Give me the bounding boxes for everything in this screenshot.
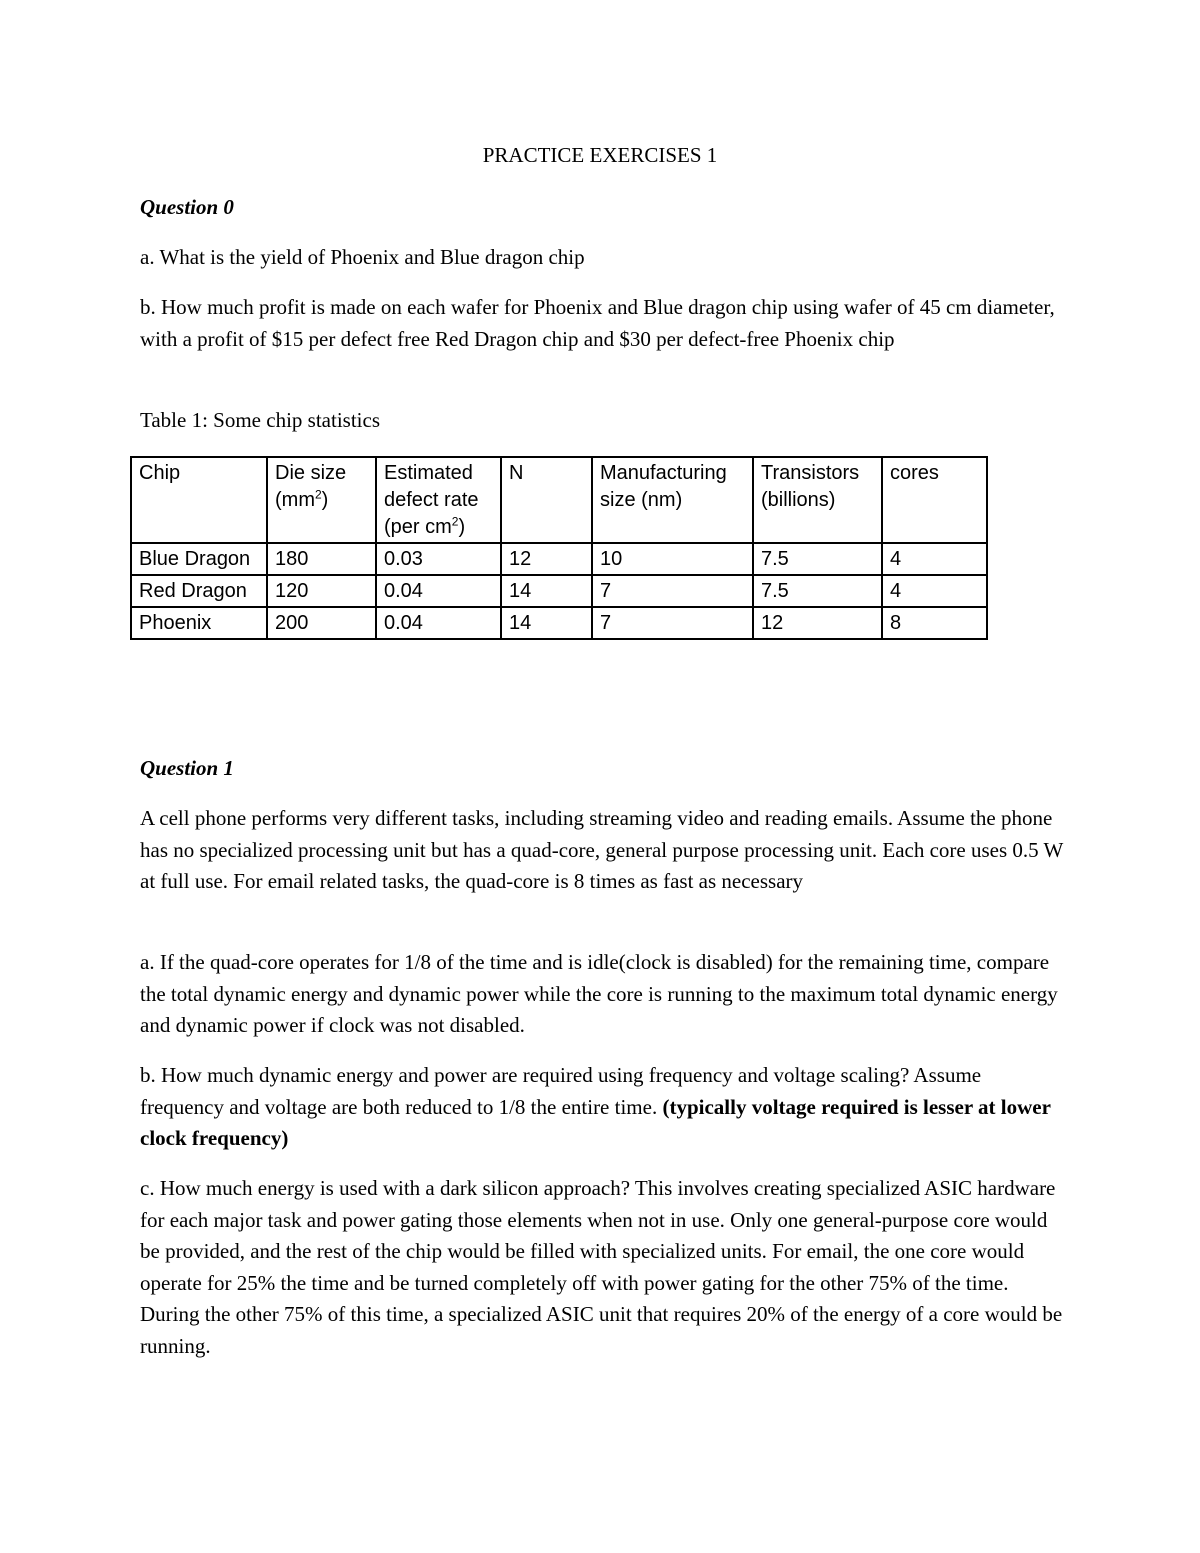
cell-cores: 4	[882, 543, 987, 575]
header-defect-rate: Estimated defect rate (per $cm^2$)	[376, 457, 501, 543]
question-1-intro: A cell phone performs very different tasks, including streaming video and reading emails. Assume the phone has no specialized processing unit but has a quad-core, general purpose processing unit. Each core uses 0.5 W at full use. For email related tasks, the quad-core is 8 times as fast as necessary	[140, 806, 1063, 893]
question-1-part-c: c. How much energy is used with a dark silicon approach? This involves creating specialized ASIC hardware for each major task and power gating those elements when not in use. Only one general-purpose core would be provided, and the rest of the chip would be filled with specialized units. For email, the one core would operate for 25% the time and be turned completely off with power gating for the other 75% of the time. During the other 75% of this time, a specialized ASIC unit that requires 20% of the energy of a core would be running.	[140, 1176, 1063, 1358]
cell-n: 12	[501, 543, 592, 575]
cell-chip: Blue Dragon	[131, 543, 267, 575]
cell-defect-rate: 0.03	[376, 543, 501, 575]
cell-manufacturing-size: 7	[592, 607, 753, 639]
cell-transistors: 12	[753, 607, 882, 639]
cell-cores: 8	[882, 607, 987, 639]
table-header-row	[131, 457, 987, 543]
table-row	[131, 607, 987, 639]
table-caption: Table 1: Some chip statistics	[140, 408, 380, 432]
question-1-part-b: b. How much dynamic energy and power are required using frequency and voltage scaling? Assume frequency and voltage are both reduced to 1/8 the entire time. (typically voltage required is lesser at lower clock frequency)	[140, 1063, 1051, 1150]
question-0-part-a: a. What is the yield of Phoenix and Blue dragon chip	[140, 245, 585, 269]
cell-chip: Phoenix	[131, 607, 267, 639]
cell-defect-rate: 0.04	[376, 607, 501, 639]
header-cores: cores	[882, 457, 987, 543]
page-title: PRACTICE EXERCISES 1	[482, 143, 718, 167]
question-1-heading: Question 1	[140, 756, 234, 780]
cell-n: 14	[501, 607, 592, 639]
cell-transistors: 7.5	[753, 543, 882, 575]
cell-cores: 4	[882, 575, 987, 607]
chip-statistics-table	[130, 456, 988, 640]
cell-transistors: 7.5	[753, 575, 882, 607]
cell-die-size: 180	[267, 543, 376, 575]
cell-manufacturing-size: 10	[592, 543, 753, 575]
cell-n: 14	[501, 575, 592, 607]
question-0-heading: Question 0	[140, 195, 234, 219]
cell-chip: Red Dragon	[131, 575, 267, 607]
cell-manufacturing-size: 7	[592, 575, 753, 607]
header-transistors: Transistors (billions)	[753, 457, 882, 543]
header-manufacturing-size: Manufacturing size (nm)	[592, 457, 753, 543]
cell-defect-rate: 0.04	[376, 575, 501, 607]
question-1-part-a: a. If the quad-core operates for 1/8 of the time and is idle(clock is disabled) for the remaining time, compare the total dynamic energy and dynamic power while the core is running to the maximum total dynamic energy and dynamic power if clock was not disabled.	[140, 950, 1058, 1037]
question-1-part-b-note: (typically voltage required is lesser at lower clock frequency)	[140, 1094, 1051, 1150]
header-die-size: Die size $(mm^2)$	[267, 457, 376, 543]
cell-die-size: 120	[267, 575, 376, 607]
header-chip: Chip	[131, 457, 267, 543]
table-row	[131, 543, 987, 575]
question-0-part-b: b. How much profit is made on each wafer for Phoenix and Blue dragon chip using wafer of 45 cm diameter, with a profit of $15 per defect free Red Dragon chip and $30 per defect-free Phoenix chip	[140, 295, 1055, 351]
header-n: N	[501, 457, 592, 543]
table-row	[131, 575, 987, 607]
cell-die-size: 200	[267, 607, 376, 639]
